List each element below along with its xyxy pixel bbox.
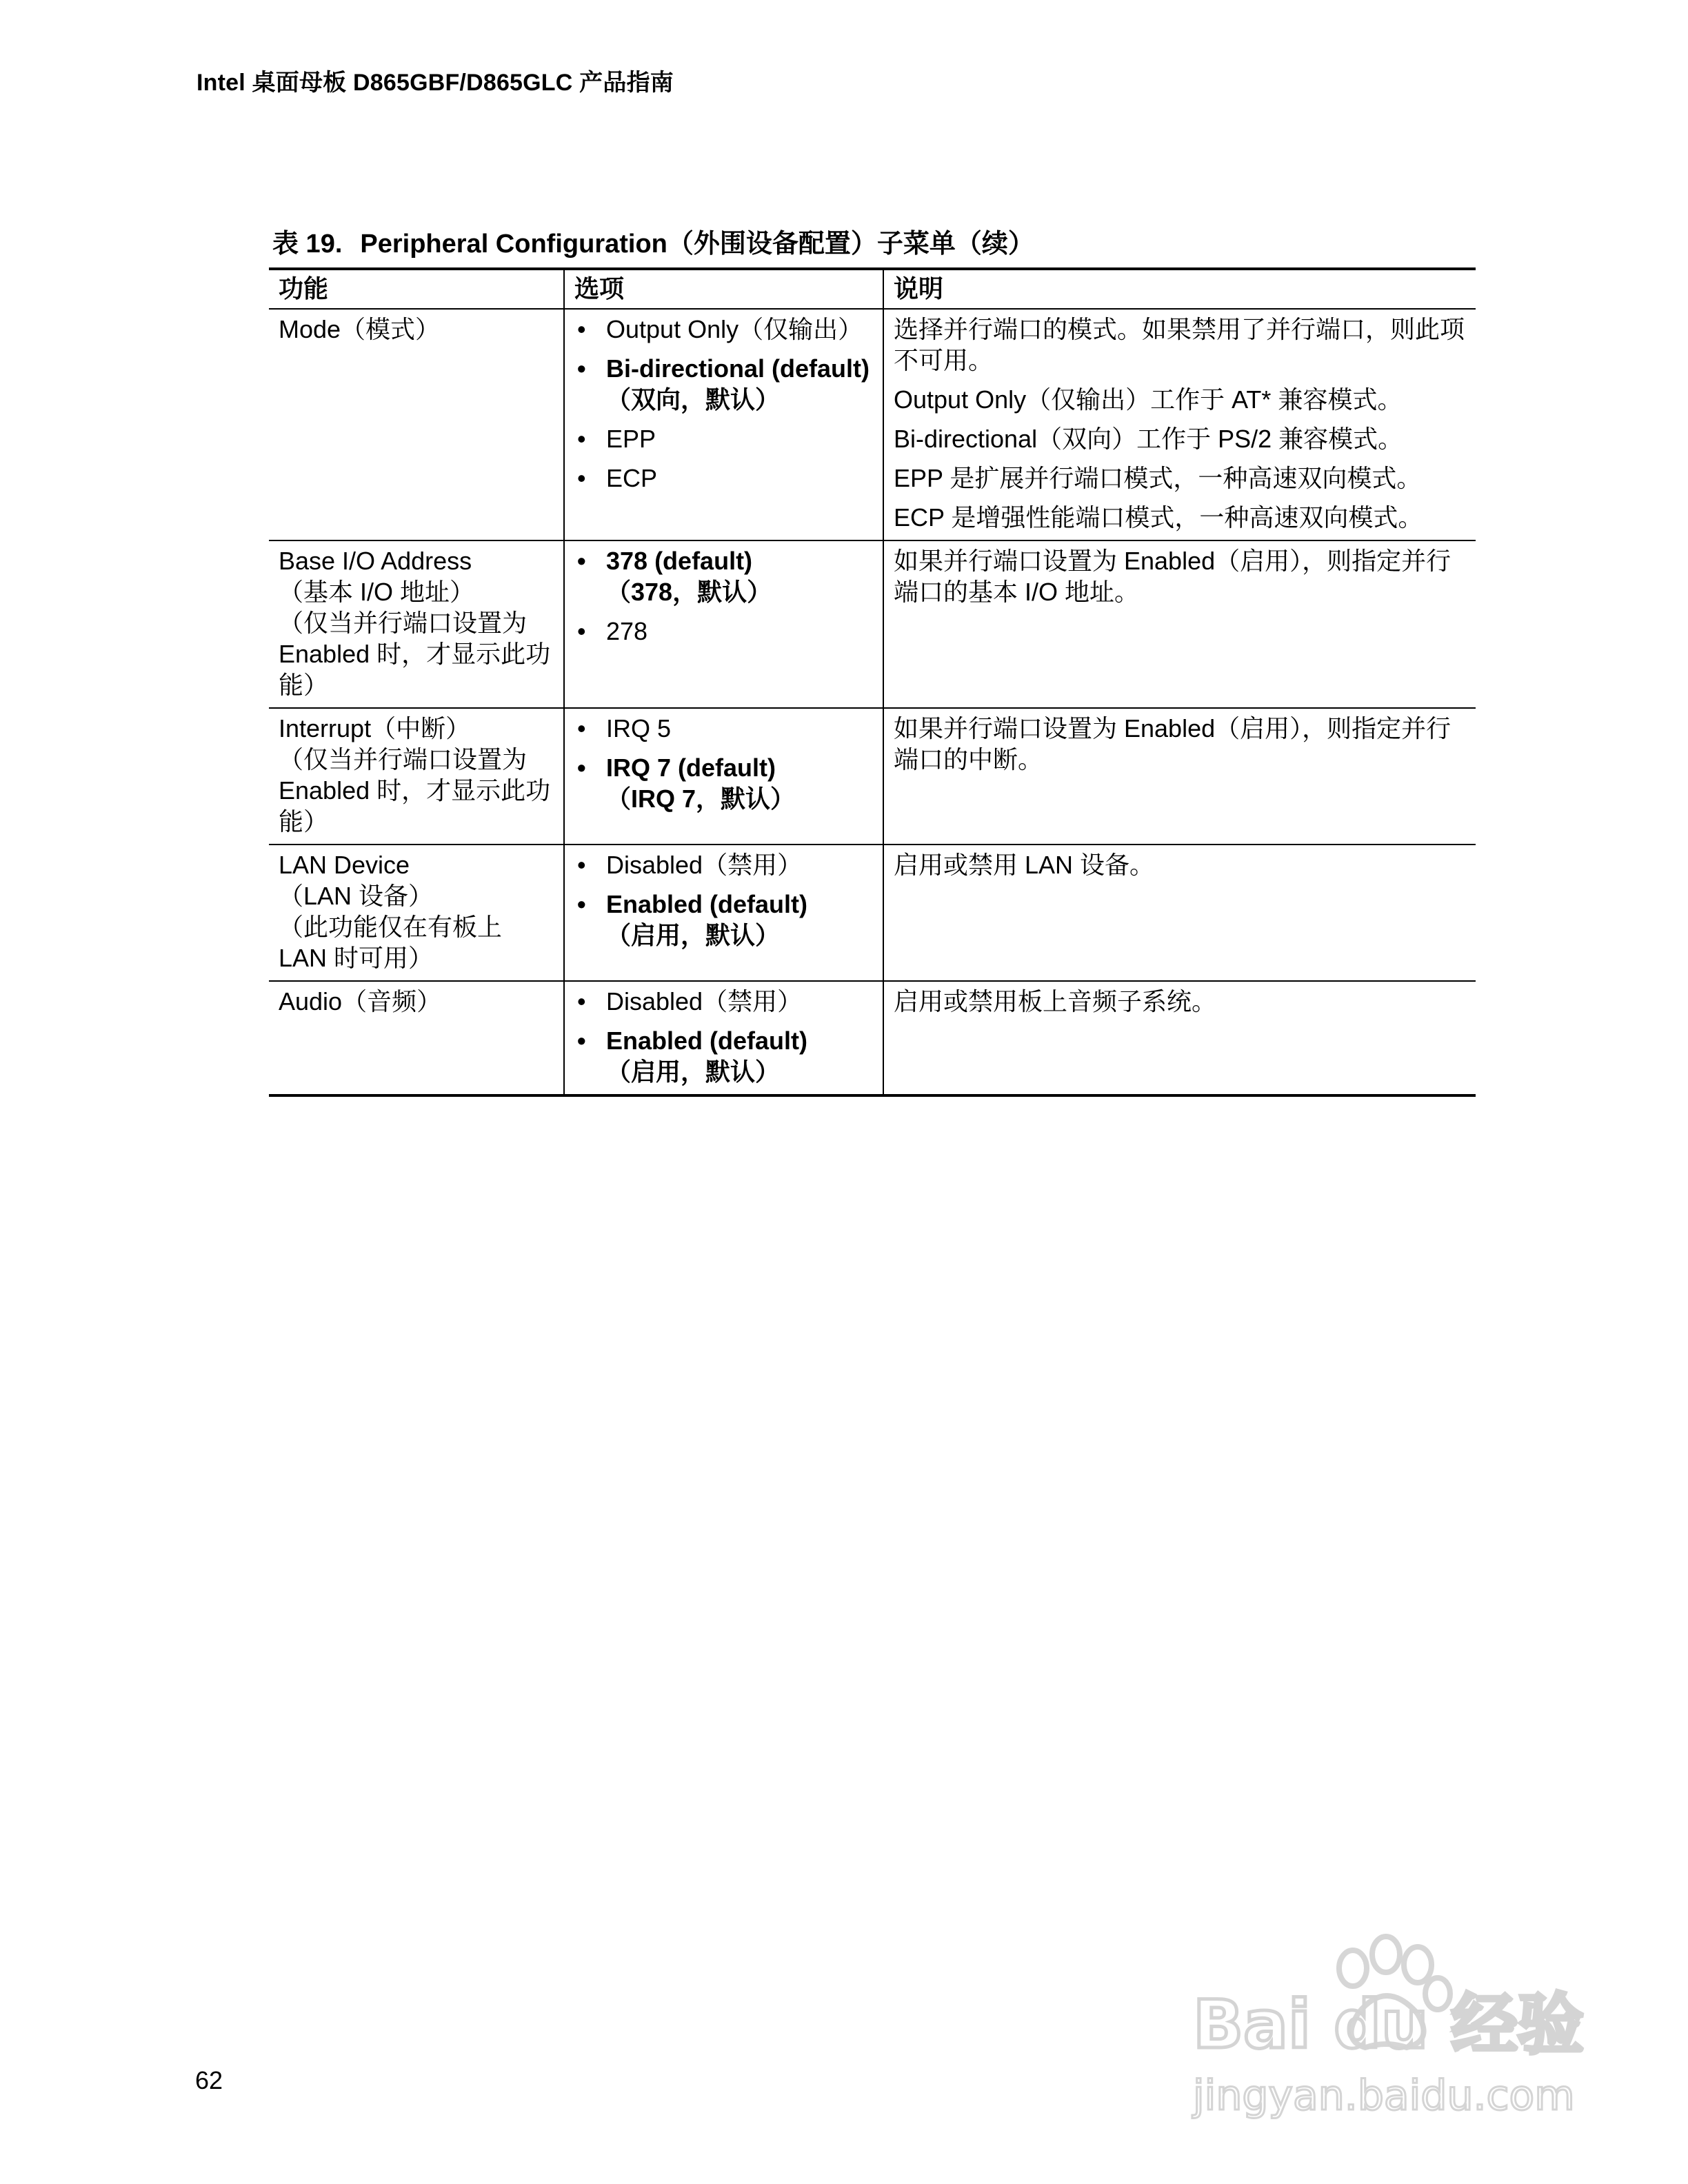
table-number: 表 19. — [272, 230, 343, 259]
option-item — [574, 463, 873, 494]
option-item — [574, 986, 873, 1017]
bullet-icon: • — [577, 890, 586, 918]
table-row — [269, 708, 1476, 845]
option-item — [574, 423, 873, 454]
option-subtext: （IRQ 7，默认） — [606, 785, 796, 813]
options-list — [574, 849, 873, 951]
option-item — [574, 616, 873, 647]
options-cell — [564, 309, 883, 540]
peripheral-config-table — [269, 267, 1476, 1097]
description-cell — [883, 708, 1476, 845]
description-text: 选择并行端口的模式。如果禁用了并行端口，则此项不可用。 — [894, 315, 1465, 374]
option-text: IRQ 7 (default) — [606, 754, 776, 782]
options-list — [574, 986, 873, 1087]
option-item — [574, 545, 873, 607]
option-text: 378 (default) — [606, 547, 753, 575]
description-text: EPP 是扩展并行端口模式，一种高速双向模式。 — [894, 464, 1422, 492]
bullet-icon: • — [577, 714, 586, 742]
column-header-options: 选项 — [564, 269, 883, 309]
options-list — [574, 713, 873, 814]
option-text: 278 — [606, 617, 648, 645]
table-row — [269, 981, 1476, 1095]
option-item — [574, 713, 873, 744]
option-text: EPP — [606, 425, 656, 453]
feature-text: （仅当并行端口设置为 Enabled 时，才显示此功能） — [279, 609, 551, 699]
baidu-watermark — [1172, 1903, 1586, 2123]
table-row — [269, 540, 1476, 708]
feature-text: Interrupt（中断） — [279, 714, 471, 742]
feature-cell — [269, 845, 564, 981]
bullet-icon: • — [577, 754, 586, 782]
option-item — [574, 353, 873, 415]
bullet-icon: • — [577, 1027, 586, 1055]
option-text: Enabled (default) — [606, 1027, 808, 1055]
description-cell — [883, 845, 1476, 981]
feature-text: （仅当并行端口设置为 Enabled 时，才显示此功能） — [279, 745, 551, 836]
bullet-icon: • — [577, 851, 586, 879]
bullet-icon: • — [577, 315, 586, 343]
feature-text: Audio（音频） — [279, 987, 442, 1015]
option-text: Disabled（禁用） — [606, 987, 803, 1015]
feature-text: Mode（模式） — [279, 315, 441, 343]
option-text: ECP — [606, 464, 658, 492]
option-text: IRQ 5 — [606, 714, 672, 742]
table-row — [269, 309, 1476, 540]
description-text: 启用或禁用 LAN 设备。 — [894, 851, 1155, 879]
description-text: 如果并行端口设置为 Enabled（启用），则指定并行端口的中断。 — [894, 714, 1451, 774]
description-cell — [883, 540, 1476, 708]
table-caption: Peripheral Configuration（外围设备配置）子菜单（续） — [360, 230, 1034, 259]
options-cell — [564, 708, 883, 845]
bullet-icon: • — [577, 617, 586, 645]
feature-text: Base I/O Address — [279, 547, 472, 575]
table-header-row — [269, 269, 1476, 309]
bullet-icon: • — [577, 354, 586, 383]
feature-cell — [269, 981, 564, 1095]
options-cell — [564, 540, 883, 708]
option-item — [574, 1025, 873, 1087]
bullet-icon: • — [577, 547, 586, 575]
option-text: Bi-directional (default) — [606, 354, 870, 383]
option-item — [574, 849, 873, 880]
options-cell — [564, 845, 883, 981]
description-text: Bi-directional（双向）工作于 PS/2 兼容模式。 — [894, 425, 1403, 453]
bullet-icon: • — [577, 425, 586, 453]
options-list — [574, 314, 873, 494]
description-text: Output Only（仅输出）工作于 AT* 兼容模式。 — [894, 385, 1403, 414]
options-cell — [564, 981, 883, 1095]
option-item — [574, 314, 873, 345]
description-cell — [883, 309, 1476, 540]
column-header-description: 说明 — [883, 269, 1476, 309]
page-header: Intel 桌面母板 D865GBF/D865GLC 产品指南 — [197, 70, 674, 96]
bullet-icon: • — [577, 987, 586, 1015]
option-item — [574, 889, 873, 951]
table-row — [269, 845, 1476, 981]
feature-cell — [269, 309, 564, 540]
feature-cell — [269, 540, 564, 708]
options-list — [574, 545, 873, 647]
description-text: 如果并行端口设置为 Enabled（启用），则指定并行端口的基本 I/O 地址。 — [894, 547, 1451, 606]
description-cell — [883, 981, 1476, 1095]
option-subtext: （378，默认） — [606, 578, 772, 606]
option-text: Disabled（禁用） — [606, 851, 803, 879]
description-text: ECP 是增强性能端口模式，一种高速双向模式。 — [894, 503, 1423, 532]
option-item — [574, 752, 873, 814]
option-subtext: （双向，默认） — [606, 385, 781, 414]
option-text: Output Only（仅输出） — [606, 315, 863, 343]
option-text: Enabled (default) — [606, 890, 808, 918]
feature-text: （此功能仅在有板上 LAN 时可用） — [279, 913, 503, 972]
watermark-url-text: jingyan.baidu.com — [1193, 2072, 1575, 2120]
column-header-feature: 功能 — [269, 269, 564, 309]
option-subtext: （启用，默认） — [606, 1058, 781, 1086]
option-subtext: （启用，默认） — [606, 921, 781, 949]
description-text: 启用或禁用板上音频子系统。 — [894, 987, 1217, 1015]
feature-cell — [269, 708, 564, 845]
watermark-main-text: Bai du 经验 — [1193, 1986, 1584, 2063]
feature-text: （LAN 设备） — [279, 882, 434, 910]
feature-text: LAN Device — [279, 851, 410, 879]
table-title — [272, 222, 1034, 260]
bullet-icon: • — [577, 464, 586, 492]
feature-text: （基本 I/O 地址） — [279, 578, 475, 606]
page-number: 62 — [195, 2066, 223, 2094]
